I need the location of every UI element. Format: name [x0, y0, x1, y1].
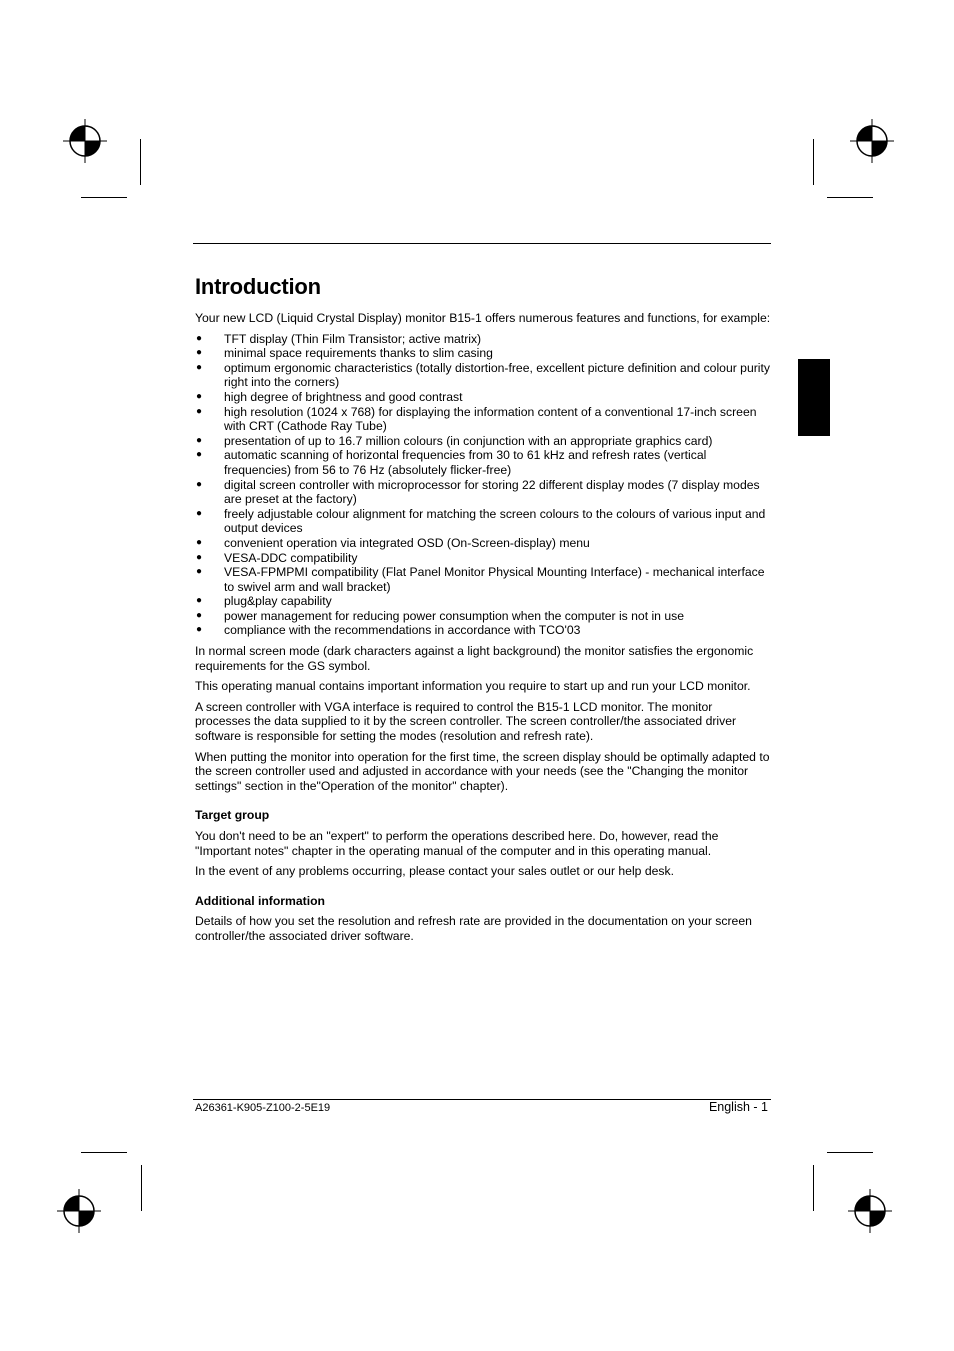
language-thumb-tab: [798, 359, 830, 436]
page-content: [195, 311, 771, 950]
feature-list-item: [195, 332, 771, 347]
bullet-icon: ●: [196, 347, 203, 359]
feature-list-item: [195, 551, 771, 566]
body-paragraph: In normal screen mode (dark characters against a light background) the monitor satisfies the ergonomic requirements for the GS symbol.: [195, 644, 754, 673]
bullet-icon: ●: [196, 595, 203, 607]
feature-text: compliance with the recommendations in accordance with TCO'03: [224, 623, 581, 638]
feature-text: automatic scanning of horizontal frequencies from 30 to 61 kHz and refresh rates (vertical frequencies) from 56 to 76 Hz (absolutely flicker-free): [224, 448, 707, 477]
bullet-icon: ●: [196, 551, 203, 563]
feature-text: power management for reducing power consumption when the computer is not in use: [224, 608, 684, 623]
bullet-icon: ●: [196, 624, 203, 636]
bullet-icon: ●: [196, 507, 203, 519]
footer-rule: [193, 1099, 771, 1100]
bullet-icon: ●: [196, 478, 203, 490]
section-heading-target-group: Target group: [195, 808, 270, 823]
registration-mark-top-left: [63, 119, 107, 163]
trim-line-top-left: [81, 197, 127, 198]
feature-list-item: [195, 405, 771, 434]
registration-mark-top-right: [850, 119, 894, 163]
feature-text: presentation of up to 16.7 million colours (in conjunction with an appropriate graphics card): [224, 433, 713, 448]
feature-list-item: [195, 434, 771, 449]
header-rule: [193, 243, 771, 244]
feature-list-item: [195, 594, 771, 609]
registration-mark-bottom-left: [57, 1189, 101, 1233]
feature-text: convenient operation via integrated OSD (On-Screen-display) menu: [224, 535, 590, 550]
feature-list-item: [195, 478, 771, 507]
feature-text: TFT display (Thin Film Transistor; active matrix): [224, 331, 482, 346]
feature-text: high resolution (1024 x 768) for displaying the information content of a conventional 17-inch screen with CRT (Cathode Ray Tube): [224, 404, 757, 434]
trim-line-top-right: [827, 197, 873, 198]
page-title: Introduction: [195, 274, 321, 299]
footer-doc-number: A26361-K905-Z100-2-5E19: [195, 1102, 331, 1114]
feature-text: high degree of brightness and good contrast: [224, 389, 463, 404]
feature-list-item: [195, 361, 771, 390]
feature-list: [195, 332, 771, 638]
feature-text: freely adjustable colour alignment for matching the screen colours to the colours of various input and output devices: [224, 506, 766, 536]
feature-list-item: [195, 609, 771, 624]
target-group-paragraph: In the event of any problems occurring, please contact your sales outlet or our help desk.: [195, 864, 674, 879]
feature-list-item: [195, 507, 771, 536]
feature-list-item: [195, 390, 771, 405]
body-paragraph: A screen controller with VGA interface is required to control the B15-1 LCD monitor. The monitor processes the data supplied to it by the screen controller. The screen controller/the associated driver software is responsible for setting the modes (resolution and refresh rate).: [195, 699, 737, 744]
additional-info-paragraph: Details of how you set the resolution and refresh rate are provided in the documentation on your screen controller/the associated driver software.: [195, 914, 752, 943]
bullet-icon: ●: [196, 449, 203, 461]
feature-text: minimal space requirements thanks to slim casing: [224, 346, 493, 361]
feature-text: digital screen controller with microprocessor for storing 22 different display modes (7 display modes are preset at the factory): [224, 477, 760, 507]
feature-list-item: [195, 536, 771, 551]
feature-text: plug&play capability: [224, 594, 332, 609]
feature-text: VESA-DDC compatibility: [224, 550, 358, 565]
registration-mark-bottom-right: [848, 1189, 892, 1233]
bullet-icon: ●: [196, 609, 203, 621]
feature-list-item: [195, 565, 771, 594]
trim-line-top-left-vertical: [140, 139, 141, 185]
feature-text: optimum ergonomic characteristics (totally distortion-free, excellent picture definition and colour purity right into the corners): [224, 360, 770, 390]
feature-text: VESA-FPMPMI compatibility (Flat Panel Monitor Physical Mounting Interface) - mechanical interface to swivel arm and wall bracket): [224, 565, 765, 594]
bullet-icon: ●: [196, 332, 203, 344]
bullet-icon: ●: [196, 361, 203, 373]
trim-line-bottom-right-vertical: [813, 1165, 814, 1211]
feature-list-item: [195, 623, 771, 638]
footer-page-label: English - 1: [708, 1100, 768, 1114]
body-paragraph: When putting the monitor into operation for the first time, the screen display should be optimally adapted to the screen controller used and adjusted in accordance with your needs (see the "Changing the monitor settings" section in the"Operation of the monitor" chapter).: [195, 749, 770, 793]
trim-line-top-right-vertical: [813, 139, 814, 185]
feature-list-item: [195, 346, 771, 361]
bullet-icon: ●: [196, 405, 203, 417]
trim-line-bottom-left-vertical: [141, 1165, 142, 1211]
bullet-icon: ●: [196, 566, 203, 578]
section-heading-additional-information: Additional information: [195, 893, 325, 908]
feature-list-item: [195, 448, 771, 477]
intro-paragraph: Your new LCD (Liquid Crystal Display) monitor B15-1 offers numerous features and functions, for example:: [195, 311, 771, 325]
trim-line-bottom-left: [81, 1152, 127, 1153]
bullet-icon: ●: [196, 536, 203, 548]
bullet-icon: ●: [196, 390, 203, 402]
target-group-paragraph: You don't need to be an "expert" to perform the operations described here. Do, however, read the "Important notes" chapter in the operating manual of the computer and in this operating manual.: [195, 829, 719, 858]
trim-line-bottom-right: [827, 1152, 873, 1153]
bullet-icon: ●: [196, 434, 203, 446]
body-paragraph: This operating manual contains important information you require to start up and run your LCD monitor.: [195, 679, 751, 694]
